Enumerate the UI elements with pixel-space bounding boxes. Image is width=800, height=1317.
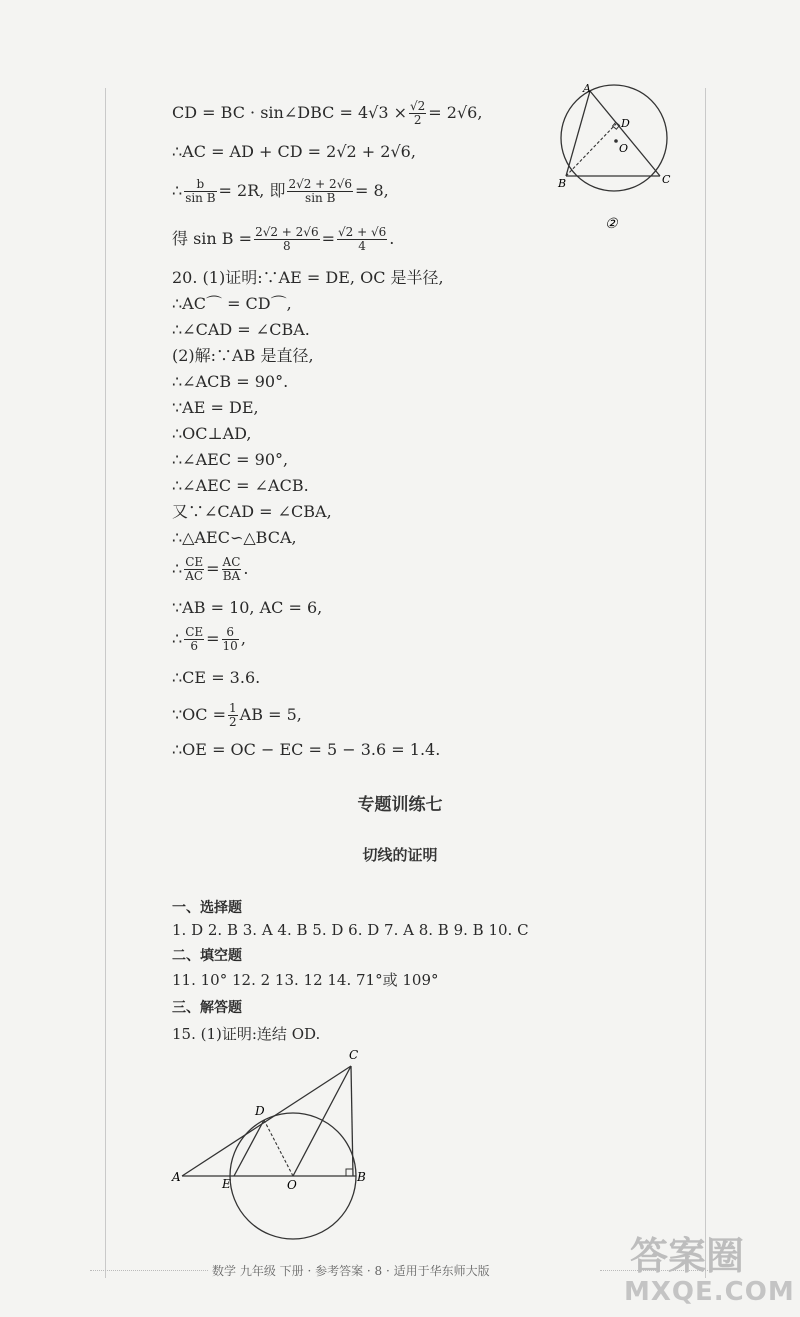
solution-line-19: ∴CE = 3.6.: [172, 668, 261, 687]
fig1-center-dot: [614, 139, 618, 143]
solution-line-1: CD = BC · sin∠DBC = 4√3 × $\frac{√2}{2}$ = 2√6,: [172, 99, 483, 127]
footer-rule-left: [90, 1270, 208, 1271]
fig1-label-B: B: [558, 177, 567, 190]
solution-line-7: ∴∠CAD = ∠CBA.: [172, 320, 310, 339]
solution-line-18: ∴ $\frac{CE}{6}$ = $\frac{6}{10}$ ,: [172, 625, 246, 653]
solution-line-21: ∴OE = OC − EC = 5 − 3.6 = 1.4.: [172, 740, 441, 759]
solution-line-20: ∵OC = $\frac{1}{2}$ AB = 5,: [172, 701, 302, 729]
heading-fill-in: 二、填空题: [172, 948, 242, 964]
fig2-label-O: O: [287, 1178, 297, 1192]
solution-line-10: ∵AE = DE,: [172, 398, 259, 417]
fig2-label-D: D: [255, 1104, 265, 1118]
figure-tangent: [168, 1045, 388, 1250]
figure-circle-triangle: [552, 80, 692, 240]
solution-line-12: ∴∠AEC = 90°,: [172, 450, 289, 469]
fig2-segment-OD: [264, 1120, 293, 1176]
fig2-label-B: B: [357, 1170, 366, 1184]
q15-header: 15. (1)证明:连结 OD.: [172, 1025, 321, 1043]
solution-line-17: ∵AB = 10, AC = 6,: [172, 598, 323, 617]
footer-text: 数学 九年级 下册 · 参考答案 · 8 · 适用于华东师大版: [212, 1264, 490, 1278]
solution-line-4: 得 sin B = $\frac{2√2 + 2√6}{8}$ = $\frac{√2 + √6}{4}$ .: [172, 225, 395, 253]
fig2-line-OC: [293, 1066, 351, 1176]
solution-line-2: ∴AC = AD + CD = 2√2 + 2√6,: [172, 142, 416, 161]
fig1-caption: ②: [605, 216, 618, 232]
section-title: 专题训练七: [357, 795, 443, 815]
watermark-logo: [612, 1225, 797, 1310]
heading-solutions: 三、解答题: [172, 1000, 242, 1016]
fig2-right-angle-mark: [346, 1169, 353, 1176]
solution-line-13: ∴∠AEC = ∠ACB.: [172, 476, 309, 495]
multiple-choice-answers: 1. D 2. B 3. A 4. B 5. D 6. D 7. A 8. B 9. B 10. C: [172, 921, 529, 939]
solution-line-16: ∴ $\frac{CE}{AC}$ = $\frac{AC}{BA}$ .: [172, 555, 249, 583]
fig1-label-D: D: [621, 117, 630, 130]
heading-multiple-choice: 一、选择题: [172, 900, 242, 916]
solution-line-14: 又∵∠CAD = ∠CBA,: [172, 502, 332, 521]
solution-line-15: ∴△AEC∽△BCA,: [172, 528, 297, 547]
fig2-line-BC: [351, 1066, 353, 1176]
section-subtitle: 切线的证明: [362, 846, 438, 864]
left-margin-line: [105, 88, 106, 1278]
fig1-label-A: A: [583, 82, 591, 95]
solution-line-11: ∴OC⊥AD,: [172, 424, 252, 443]
solution-line-3: ∴ $\frac{b}{\text{sin B}}$ = 2R, 即 $\frac{2√2 + 2√6}{\text{sin B}}$ = 8,: [172, 177, 389, 205]
solution-line-9: ∴∠ACB = 90°.: [172, 372, 289, 391]
solution-line-6: ∴AC⌒ = CD⌒,: [172, 294, 292, 313]
q20-part2-header: (2)解:∵AB 是直径,: [172, 346, 314, 365]
fig2-label-A: A: [172, 1170, 181, 1184]
fill-in-answers: 11. 10° 12. 2 13. 12 14. 71°或 109°: [172, 971, 439, 989]
q20-part1-header: 20. (1)证明:∵AE = DE, OC 是半径,: [172, 268, 444, 287]
fig1-label-O: O: [619, 142, 629, 155]
watermark-title: 答案圈: [630, 1234, 745, 1278]
fig2-label-C: C: [349, 1048, 359, 1062]
fig1-side-AC: [590, 91, 660, 176]
right-margin-line: [705, 88, 706, 1278]
fig2-label-E: E: [222, 1177, 231, 1191]
fig2-line-DE: [234, 1120, 264, 1176]
fig2-line-AC: [182, 1066, 351, 1176]
watermark-url: MXQE.COM: [624, 1277, 795, 1307]
fig1-label-C: C: [662, 173, 671, 186]
